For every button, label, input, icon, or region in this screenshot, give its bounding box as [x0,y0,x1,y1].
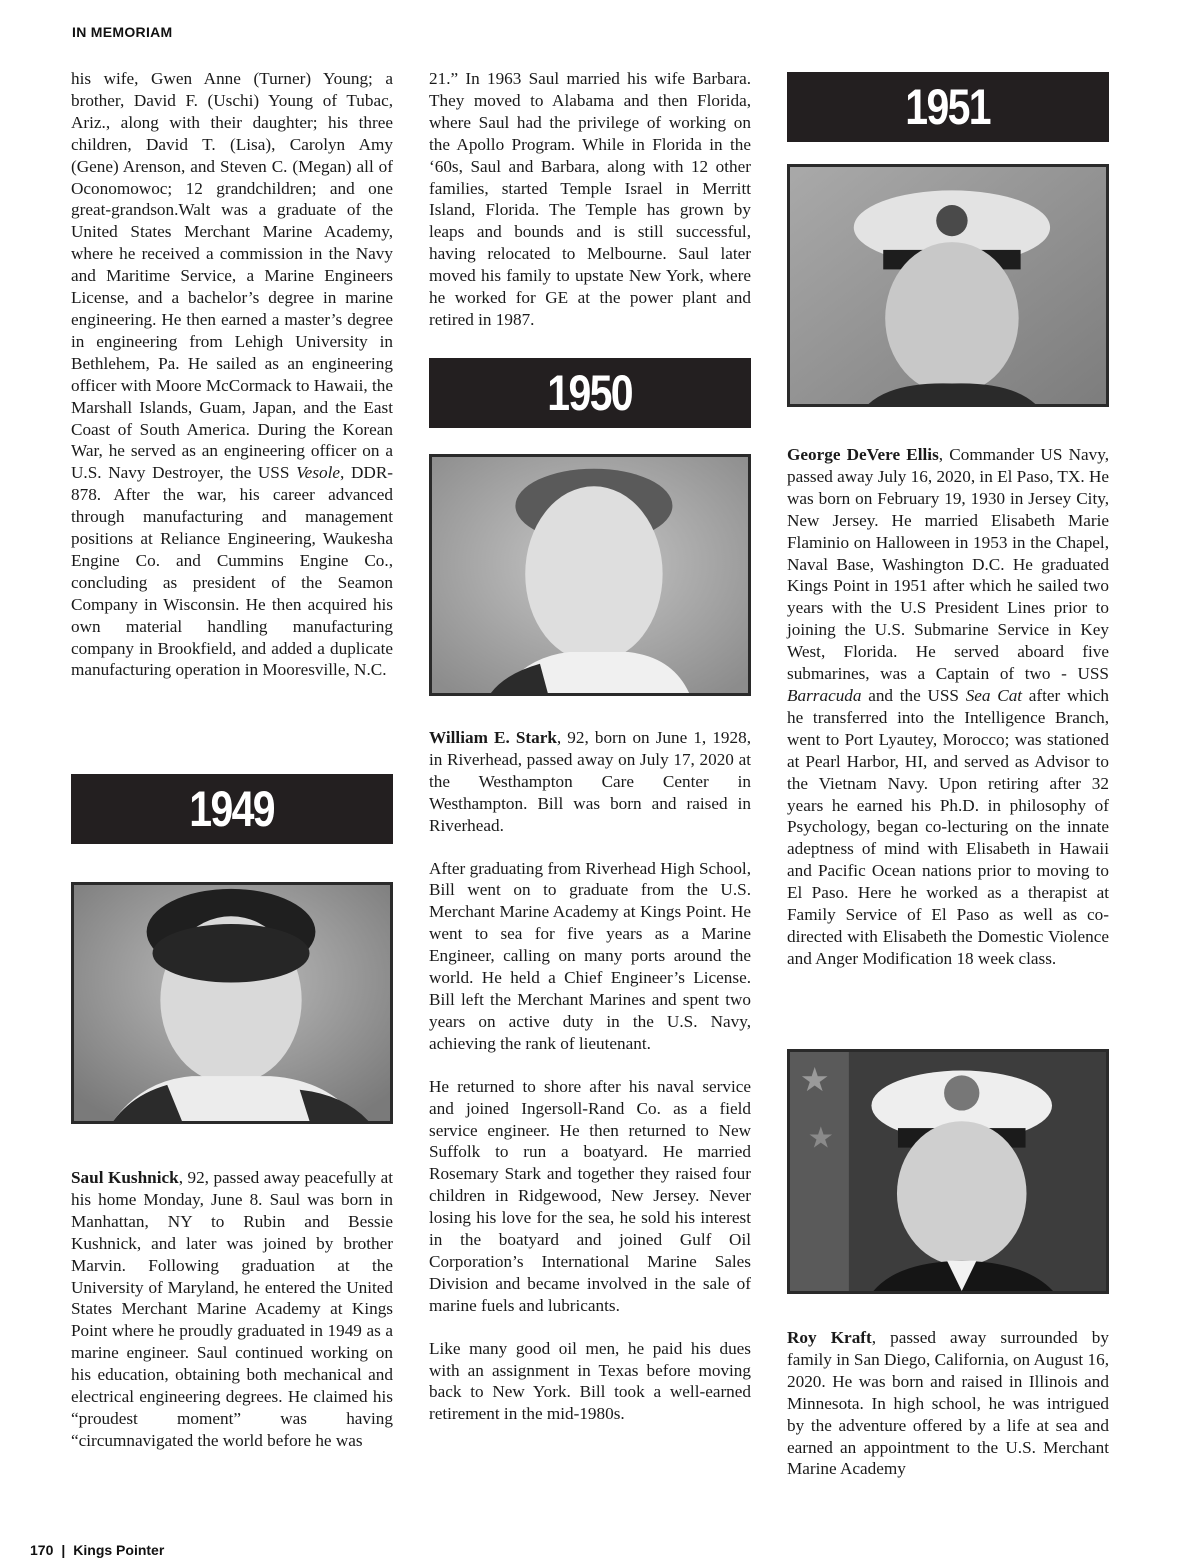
svg-text:★: ★ [799,1060,830,1099]
obituary-text-part: after which he transferred into the Intelligence Branch, went to Port Lyautey, Morocco; was stationed at Pearl Harbor, HI, and served as Advisor to the Vietnam Navy. Upon retiring after 32 years he earned his Ph.D. in philosophy of Psychology, began co-lecturing on the innate adeptness of mind with Elisabeth in Hawaii and Pacific Ocean nations prior to moving to El Paso. Here he worked as a therapist at Family Service of El Paso as well as co-directed with Elisabeth the Domestic Violence and Anger Modification 18 week class. [787,685,1109,968]
portrait-image [74,885,390,1121]
obituary-text-part: , DDR-878. After the war, his career advanced through manufacturing and management positions at Reliance Engineering, Waukesha Engine Co. and Cummins Engine Co., concluding as president of the Seamon Company in Wisconsin. He then acquired his own material handling manufacturing company in Brookfield, and added a duplicate manufacturing operation in Mooresville, N.C. [71,463,394,680]
obituary-kushnick-continued [429,68,751,331]
section-header: IN MEMORIAM [72,24,173,40]
obituary-text-part: and the USS [861,685,966,705]
portrait-image [432,457,748,693]
obituary-william-stark [429,727,751,1425]
photo-roy-kraft [787,1049,1109,1294]
portrait-image [790,167,1106,404]
obituary-text [787,1327,1109,1480]
person-name: Saul Kushnick [71,1168,179,1187]
obituary-text [71,1167,393,1452]
obituary-text [429,727,751,837]
obituary-text: 21.” In 1963 Saul married his wife Barbara. They moved to Alabama and then Florida, where Saul had the privilege of working on the Apollo Program. While in Florida in the ‘60s, Saul and Barbara, along with 12 other families, started Temple Israel in Merritt Island, Florida. The Temple has grown by leaps and bounds and is still successful, having relocated to Melbourne. Saul later moved his family to upstate New York, where he worked for GE at the power plant and retired in 1987. [429,69,751,329]
person-name: Roy Kraft [787,1328,872,1347]
obituary-text-part: , 92, passed away peacefully at his home Monday, June 8. Saul was born in Manhattan, NY to Rubin and Bessie Kushnick, and later was joined by brother Marvin. Following graduation at the University of Maryland, he entered the United States Merchant Marine Academy at Kings Point where he proudly graduated in 1949 as a marine engineer. Saul continued working on his education, obtaining both mechanical and electrical engineering degrees. He claimed his “proudest moment” was having “circumnavigated the world before he was [71,1168,394,1450]
portrait-image [790,1052,1106,1291]
year-label: 1951 [905,79,991,135]
obituary-roy-kraft [787,1327,1109,1480]
year-heading-1949 [71,774,393,844]
obituary-text-part: , 92, born on June 1, 1928, in Riverhead, passed away on July 17, 2020 at the Westhampton Care Center in Westhampton. Bill was born and raised in Riverhead. [429,728,751,835]
obituary-text: Like many good oil men, he paid his dues with an assignment in Texas before moving back to New York. Bill took a well-earned retirement in the mid-1980s. [429,1338,751,1424]
svg-text:★: ★ [807,1120,835,1155]
obituary-text-part: , passed away surrounded by family in San Diego, California, on August 16, 2020. He was born and raised in Illinois and Minnesota. In high school, he was intrigued by the adventure offered by a life at sea and earned an appointment to the U.S. Merchant Marine Academy [787,1328,1109,1479]
obituary-text: He returned to shore after his naval service and joined Ingersoll-Rand Co. as a field service engineer. He then returned to New Suffolk to run a boatyard. He married Rosemary Stark and together they raised four children in Ridgewood, New Jersey. Never losing his love for the sea, he sold his interest in the boatyard and joined Gulf Oil Corporation’s International Marine Sales Division and became involved in the sale of marine fuels and lubricants. [429,1076,751,1315]
obituary-text [71,68,393,681]
obituary-george-ellis [787,444,1109,970]
ship-name: Barracuda [787,685,862,705]
footer-separator: | [61,1542,66,1558]
ship-name: Sea Cat [965,685,1023,705]
year-heading-1951 [787,72,1109,142]
photo-george-ellis [787,164,1109,407]
obituary-saul-kushnick [71,1167,393,1452]
year-label: 1949 [189,781,275,837]
photo-saul-kushnick [71,882,393,1124]
page-number: 170 [30,1542,54,1558]
year-heading-1950 [429,358,751,428]
photo-william-stark [429,454,751,696]
obituary-text: After graduating from Riverhead High School, Bill went on to graduate from the U.S. Merchant Marine Academy at Kings Point. He went to sea for five years as a Marine Engineer, calling on many ports around the world. He held a Chief Engineer’s License. Bill left the Merchant Marines and spent two years on active duty in the U.S. Navy, achieving the rank of lieutenant. [429,858,751,1053]
obituary-text [787,444,1109,970]
person-name: William E. Stark [429,728,557,747]
year-label: 1950 [547,365,633,421]
person-name: George DeVere Ellis [787,445,939,464]
ship-name: Vesole [296,463,341,483]
page-footer [30,1542,164,1558]
publication-name: Kings Pointer [73,1542,165,1558]
obituary-text-part: , Commander US Navy, passed away July 16, 2020, in El Paso, TX. He was born on February 19, 1930 in Jersey City, New Jersey. He married Elisabeth Marie Flaminio on Halloween in 1953 in the Chapel, Naval Base, Washington D.C. He graduated Kings Point in 1951 after which he sailed two years with the U.S President Lines prior to joining the U.S. Submarine Service in Key West, Florida. He served aboard five submarines, was a Captain of two - USS [787,445,1109,684]
obituary-young-continued [71,68,393,681]
obituary-text-part: his wife, Gwen Anne (Turner) Young; a brother, David F. (Uschi) Young of Tubac, Ariz., along with their daughter; his three children, David T. (Lisa), Carolyn Amy (Gene) Arenson, and Steven C. (Megan) all of Oconomowoc; 12 grandchildren; and one great-grandson.Walt was a graduate of the United States Merchant Marine Academy, where he received a commission in the Navy and Maritime Service, a Marine Engineers License, and a bachelor’s degree in marine engineering. He then earned a master’s degree in engineering from Lehigh University in Bethlehem, Pa. He sailed as an engineering officer with Moore McCormack to Hawaii, the Marshall Islands, Guam, Japan, and the East Coast of South America. During the Korean War, he served as an engineering officer on a U.S. Navy Destroyer, the USS [71,69,393,483]
